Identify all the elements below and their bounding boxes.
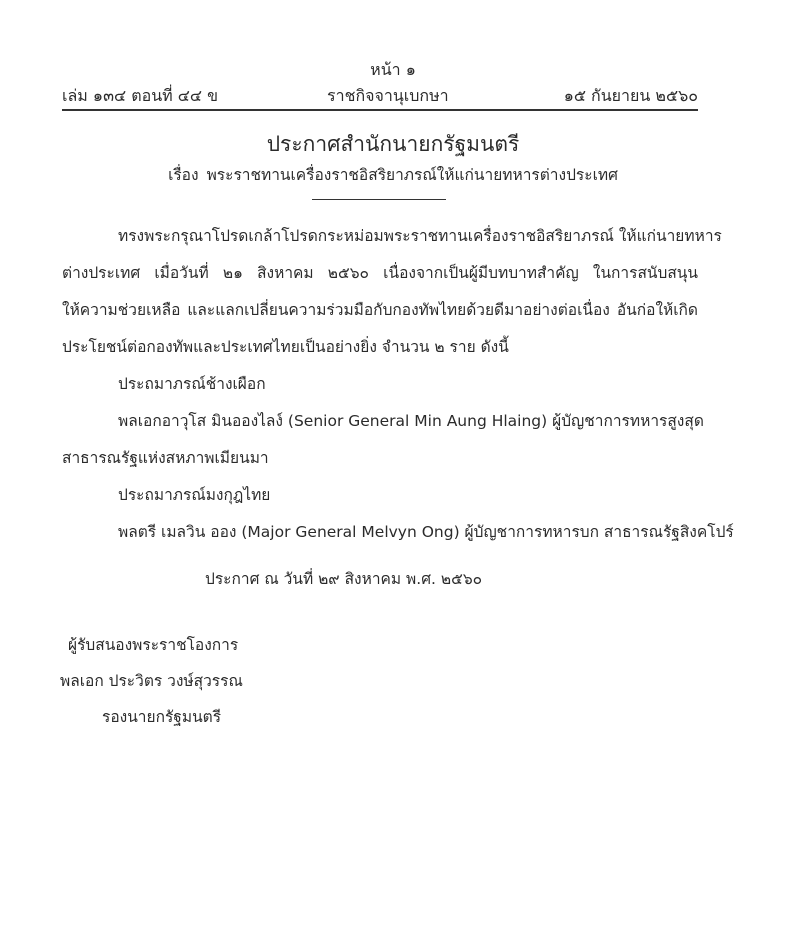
award-recipient: พลตรี เมลวิน ออง (Major General Melvyn Ong) ผู้บัญชาการทหารบก สาธารณรัฐสิงคโปร์ xyxy=(118,523,734,541)
award-recipient: พลเอกอาวุโส มินอองไลง์ (Senior General Min Aung Hlaing) ผู้บัญชาการทหารสูงสุด xyxy=(118,412,704,430)
document-body xyxy=(62,221,734,547)
award-decoration: ประถมาภรณ์ช้างเผือก xyxy=(118,375,266,393)
title-underline xyxy=(312,199,446,200)
gazette-name: ราชกิจจานุเบกษา xyxy=(327,86,449,105)
page-number: หน้า ๑ xyxy=(370,60,416,79)
award-recipient-continued: สาธารณรัฐแห่งสหภาพเมียนมา xyxy=(62,449,269,467)
header-divider xyxy=(62,109,698,111)
publication-date: ๑๕ กันยายน ๒๕๖๐ xyxy=(563,86,698,105)
gazette-header xyxy=(62,84,698,106)
proclamation-date: ประกาศ ณ วันที่ ๒๙ สิงหาคม พ.ศ. ๒๕๖๐ xyxy=(205,570,483,588)
document-title: ประกาศสำนักนายกรัฐมนตรี xyxy=(266,132,520,156)
countersign-name: พลเอก ประวิตร วงษ์สุวรรณ xyxy=(60,672,243,690)
award-decoration: ประถมาภรณ์มงกุฎไทย xyxy=(118,486,271,504)
intro-line: ให้ความช่วยเหลือ และแลกเปลี่ยนความร่วมมือกับกองทัพไทยด้วยดีมาอย่างต่อเนื่อง อันก่อให้เกิด xyxy=(62,301,698,319)
intro-line: ประโยชน์ต่อกองทัพและประเทศไทยเป็นอย่างยิ่ง จำนวน ๒ ราย ดังนี้ xyxy=(62,338,509,356)
document-subject xyxy=(0,162,786,187)
intro-line: ทรงพระกรุณาโปรดเกล้าโปรดกระหม่อมพระราชทานเครื่องราชอิสริยาภรณ์ ให้แก่นายทหาร xyxy=(118,227,722,245)
volume-info: เล่ม ๑๓๔ ตอนที่ ๔๔ ข xyxy=(62,86,219,105)
countersign-label: ผู้รับสนองพระราชโองการ xyxy=(68,636,239,654)
intro-paragraph xyxy=(62,221,722,362)
countersign-position: รองนายกรัฐมนตรี xyxy=(102,708,222,726)
subject-label: เรื่อง xyxy=(168,166,199,184)
subject-text: พระราชทานเครื่องราชอิสริยาภรณ์ให้แก่นายทหารต่างประเทศ xyxy=(206,166,618,184)
intro-line: ต่างประเทศ เมื่อวันที่ ๒๑ สิงหาคม ๒๕๖๐ เนื่องจากเป็นผู้มีบทบาทสำคัญ ในการสนับสนุน xyxy=(62,264,698,282)
